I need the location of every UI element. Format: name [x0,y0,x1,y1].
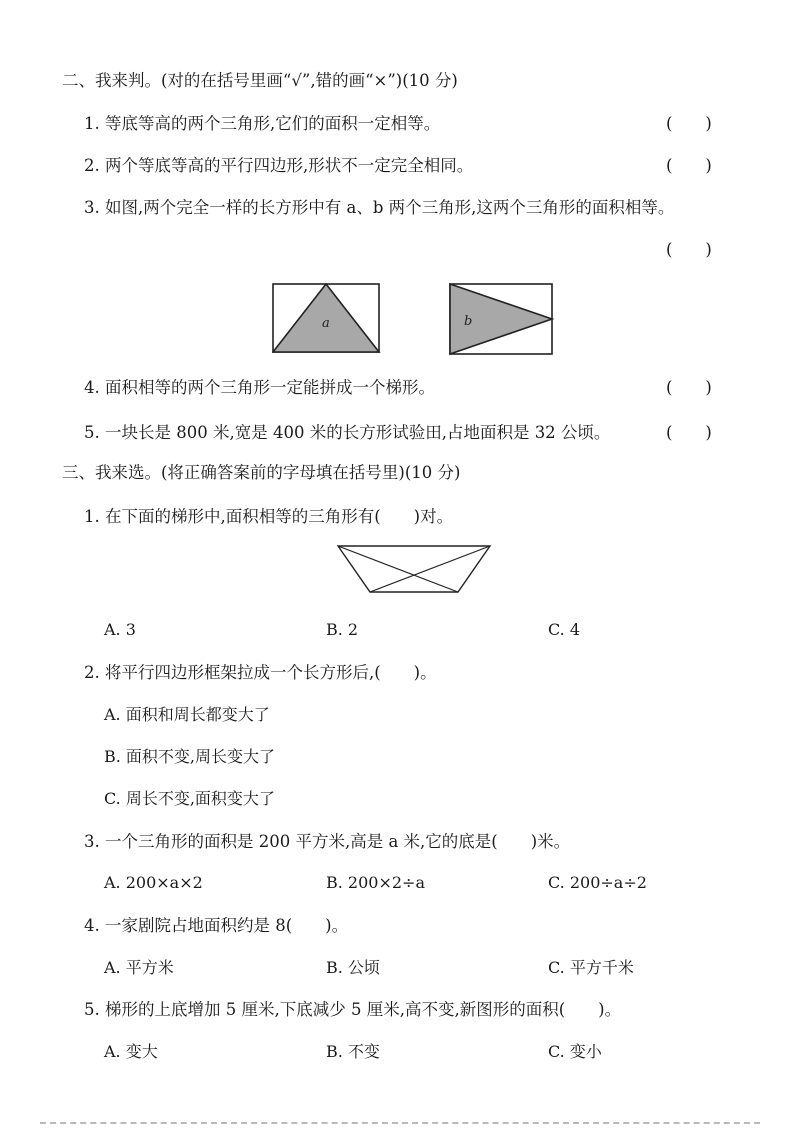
q1-option-c[interactable]: C. 4 [548,620,581,639]
judge-item-2: 2. 两个等底等高的平行四边形,形状不一定完全相同。 [84,156,474,175]
answer-blank-3[interactable]: ( ) [666,240,712,259]
judge-item-5: 5. 一块长是 800 米,宽是 400 米的长方形试验田,占地面积是 32 公顷。 [84,423,611,442]
q4-option-c[interactable]: C. 平方千米 [548,958,634,977]
q1-option-b[interactable]: B. 2 [326,620,359,639]
judge-item-3: 3. 如图,两个完全一样的长方形中有 a、b 两个三角形,这两个三角形的面积相等。 [84,198,675,217]
answer-blank-2[interactable]: ( ) [666,156,712,175]
rectangle-triangle-a-figure [272,283,382,355]
rectangle-triangle-b-figure [449,283,555,357]
triangle-a-label: a [322,316,330,331]
answer-blank-4[interactable]: ( ) [666,378,712,397]
choice-question-5: 5. 梯形的上底增加 5 厘米,下底减少 5 厘米,高不变,新图形的面积( )。 [84,1000,622,1019]
choice-question-1: 1. 在下面的梯形中,面积相等的三角形有( )对。 [84,507,454,526]
q2-option-a[interactable]: A. 面积和周长都变大了 [104,705,270,724]
choice-question-2: 2. 将平行四边形框架拉成一个长方形后,( )。 [84,663,437,682]
section3-title: 三、我来选。(将正确答案前的字母填在括号里)(10 分) [62,463,461,482]
q4-option-a[interactable]: A. 平方米 [104,958,174,977]
judge-item-1: 1. 等底等高的两个三角形,它们的面积一定相等。 [84,114,441,133]
q1-option-a[interactable]: A. 3 [104,620,136,639]
q5-option-b[interactable]: B. 不变 [326,1042,380,1061]
q2-option-b[interactable]: B. 面积不变,周长变大了 [104,747,276,766]
q3-option-c[interactable]: C. 200÷a÷2 [548,873,647,892]
judge-item-4: 4. 面积相等的两个三角形一定能拼成一个梯形。 [84,378,435,397]
q5-option-c[interactable]: C. 变小 [548,1042,602,1061]
q3-option-a[interactable]: A. 200×a×2 [104,873,203,892]
choice-question-4: 4. 一家剧院占地面积约是 8( )。 [84,916,349,935]
section2-title: 二、我来判。(对的在括号里画“√”,错的画“×”)(10 分) [62,71,458,90]
choice-question-3: 3. 一个三角形的面积是 200 平方米,高是 a 米,它的底是( )米。 [84,832,571,851]
q5-option-a[interactable]: A. 变大 [104,1042,158,1061]
page-bottom-divider [40,1122,760,1124]
triangle-b-label: b [464,314,473,329]
q4-option-b[interactable]: B. 公顷 [326,958,380,977]
q3-option-b[interactable]: B. 200×2÷a [326,873,425,892]
answer-blank-1[interactable]: ( ) [666,114,712,133]
trapezoid-figure [336,544,492,596]
answer-blank-5[interactable]: ( ) [666,423,712,442]
q2-option-c[interactable]: C. 周长不变,面积变大了 [104,789,275,808]
